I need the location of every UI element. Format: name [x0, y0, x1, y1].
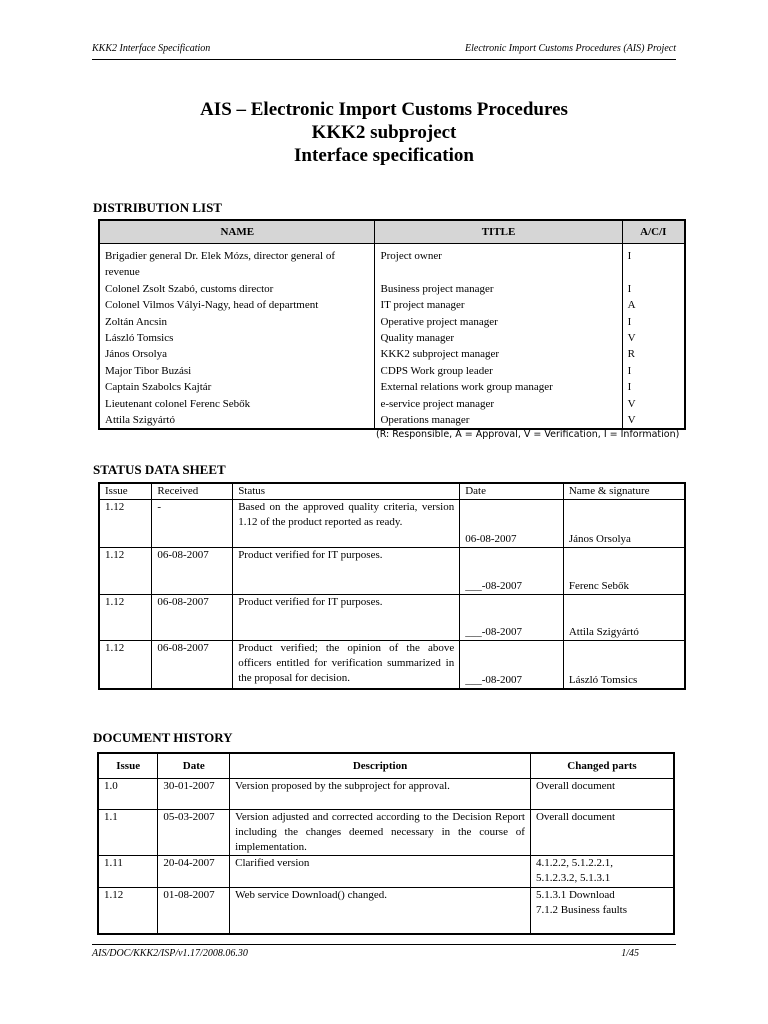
- title-line-1: AIS – Electronic Import Customs Procedures: [200, 99, 568, 120]
- status-row: [99, 548, 685, 595]
- history-description: Web service Download() changed.: [230, 888, 531, 934]
- dist-aci: I: [622, 314, 685, 330]
- history-description: Clarified version: [230, 856, 531, 888]
- col-name-header: NAME: [99, 220, 375, 244]
- distribution-row: [99, 346, 685, 362]
- dist-title: Quality manager: [375, 330, 622, 346]
- col-issue-header: Issue: [98, 753, 158, 779]
- history-row: [98, 856, 674, 888]
- changed-parts-line: Overall document: [535, 811, 616, 823]
- dist-title: e-service project manager: [375, 396, 622, 412]
- col-date-header: Date: [158, 753, 230, 779]
- dist-title: Operative project manager: [375, 314, 622, 330]
- dist-aci: I: [622, 244, 685, 281]
- dist-name: László Tomsics: [105, 332, 174, 345]
- dist-name: Zoltán Ancsin: [105, 315, 168, 328]
- dist-name: János Orsolya: [105, 348, 168, 361]
- col-received-header: Received: [152, 483, 233, 500]
- status-received: -: [152, 500, 233, 548]
- history-changed-parts: [530, 810, 674, 856]
- status-text: Product verified for IT purposes.: [233, 595, 460, 641]
- history-issue: 1.1: [98, 810, 158, 856]
- distribution-row: [99, 297, 685, 313]
- status-issue: 1.12: [99, 500, 152, 548]
- dist-aci: I: [622, 379, 685, 395]
- changed-parts-line: Overall document: [535, 780, 616, 792]
- status-text: Product verified; the opinion of the above officers entitled for verification summarized in the proposal for decision.: [233, 641, 460, 689]
- dist-title: Project owner: [375, 244, 622, 281]
- dist-title: CDPS Work group leader: [375, 363, 622, 379]
- dist-title: Business project manager: [375, 281, 622, 297]
- page-number: 1/45: [621, 948, 639, 959]
- footer-document-id: AIS/DOC/KKK2/ISP/v1.17/2008.06.30: [92, 948, 248, 959]
- distribution-row: [99, 314, 685, 330]
- history-changed-parts: [530, 888, 674, 934]
- status-row: [99, 595, 685, 641]
- col-title-header: TITLE: [375, 220, 622, 244]
- status-row: [99, 500, 685, 548]
- distribution-row: [99, 396, 685, 412]
- dist-name: Colonel Zsolt Szabó, customs director: [105, 282, 274, 295]
- status-header-row: [99, 483, 685, 500]
- dist-aci: I: [622, 363, 685, 379]
- header-rule: [92, 59, 676, 60]
- status-received: 06-08-2007: [152, 641, 233, 689]
- col-aci-header: A/C/I: [622, 220, 685, 244]
- status-signature: Ferenc Sebők: [563, 548, 685, 595]
- history-heading: DOCUMENT HISTORY: [93, 730, 233, 745]
- status-issue: 1.12: [99, 595, 152, 641]
- history-date: 01-08-2007: [158, 888, 230, 934]
- dist-title: Operations manager: [375, 412, 622, 429]
- status-table: [98, 482, 686, 690]
- changed-parts-line: 7.1.2 Business faults: [535, 904, 628, 916]
- dist-title: External relations work group manager: [375, 379, 622, 395]
- changed-parts-line: 4.1.2.2, 5.1.2.2.1,: [535, 857, 613, 869]
- status-row: [99, 641, 685, 689]
- status-date: ___-08-2007: [460, 595, 564, 641]
- history-date: 05-03-2007: [158, 810, 230, 856]
- status-received: 06-08-2007: [152, 548, 233, 595]
- dist-name: Lieutenant colonel Ferenc Sebők: [105, 397, 251, 410]
- status-issue: 1.12: [99, 641, 152, 689]
- title-line-3: Interface specification: [294, 145, 474, 166]
- status-issue: 1.12: [99, 548, 152, 595]
- distribution-header-row: [99, 220, 685, 244]
- header-left: KKK2 Interface Specification: [92, 43, 211, 54]
- history-description: Version adjusted and corrected according to the Decision Report including the changes deemed necessary in the course of implementation.: [230, 810, 531, 856]
- dist-title: IT project manager: [375, 297, 622, 313]
- dist-aci: A: [622, 297, 685, 313]
- status-received: 06-08-2007: [152, 595, 233, 641]
- distribution-heading: DISTRIBUTION LIST: [93, 200, 222, 215]
- status-date: 06-08-2007: [460, 500, 564, 548]
- header-right: Electronic Import Customs Procedures (AIS) Project: [465, 43, 676, 54]
- status-text: Product verified for IT purposes.: [233, 548, 460, 595]
- distribution-legend: (R: Responsible, A = Approval, V = Verification, I = Information): [376, 429, 680, 440]
- dist-name: Brigadier general Dr. Elek Mózs, director general of revenue: [105, 250, 335, 279]
- status-signature: László Tomsics: [563, 641, 685, 689]
- distribution-row: [99, 281, 685, 297]
- distribution-row: [99, 330, 685, 346]
- history-header-row: [98, 753, 674, 779]
- col-signature-header: Name & signature: [563, 483, 685, 500]
- dist-name: Major Tibor Buzási: [105, 364, 192, 377]
- col-issue-header: Issue: [99, 483, 152, 500]
- dist-aci: V: [622, 396, 685, 412]
- col-status-header: Status: [233, 483, 460, 500]
- document-title: [92, 98, 676, 167]
- history-date: 30-01-2007: [158, 779, 230, 810]
- history-row: [98, 779, 674, 810]
- dist-aci: R: [622, 346, 685, 362]
- status-date: ___-08-2007: [460, 548, 564, 595]
- history-changed-parts: [530, 779, 674, 810]
- status-date: ___-08-2007: [460, 641, 564, 689]
- distribution-table: [98, 219, 686, 430]
- history-date: 20-04-2007: [158, 856, 230, 888]
- status-text: Based on the approved quality criteria, version 1.12 of the product reported as ready.: [233, 500, 460, 548]
- distribution-row: [99, 363, 685, 379]
- dist-name: Colonel Vilmos Vályi-Nagy, head of department: [105, 299, 319, 312]
- history-issue: 1.12: [98, 888, 158, 934]
- history-issue: 1.0: [98, 779, 158, 810]
- col-changed-parts-header: Changed parts: [530, 753, 674, 779]
- page-header: [92, 43, 676, 54]
- col-date-header: Date: [460, 483, 564, 500]
- col-description-header: Description: [230, 753, 531, 779]
- page-footer: [92, 948, 676, 959]
- history-row: [98, 810, 674, 856]
- history-description: Version proposed by the subproject for approval.: [230, 779, 531, 810]
- changed-parts-line: 5.1.3.1 Download: [535, 889, 615, 901]
- title-line-2: KKK2 subproject: [311, 122, 457, 143]
- status-heading: STATUS DATA SHEET: [93, 462, 226, 477]
- distribution-row: [99, 244, 685, 281]
- dist-name: Captain Szabolcs Kajtár: [105, 381, 212, 394]
- status-signature: János Orsolya: [563, 500, 685, 548]
- distribution-row: [99, 379, 685, 395]
- dist-title: KKK2 subproject manager: [375, 346, 622, 362]
- distribution-row: [99, 412, 685, 429]
- dist-aci: V: [622, 330, 685, 346]
- changed-parts-line: 5.1.2.3.2, 5.1.3.1: [535, 872, 611, 884]
- dist-aci: V: [622, 412, 685, 429]
- history-row: [98, 888, 674, 934]
- history-changed-parts: [530, 856, 674, 888]
- dist-aci: I: [622, 281, 685, 297]
- status-signature: Attila Szigyártó: [563, 595, 685, 641]
- dist-name: Attila Szigyártó: [105, 414, 175, 427]
- history-table: [97, 752, 675, 935]
- footer-rule: [92, 944, 676, 945]
- history-issue: 1.11: [98, 856, 158, 888]
